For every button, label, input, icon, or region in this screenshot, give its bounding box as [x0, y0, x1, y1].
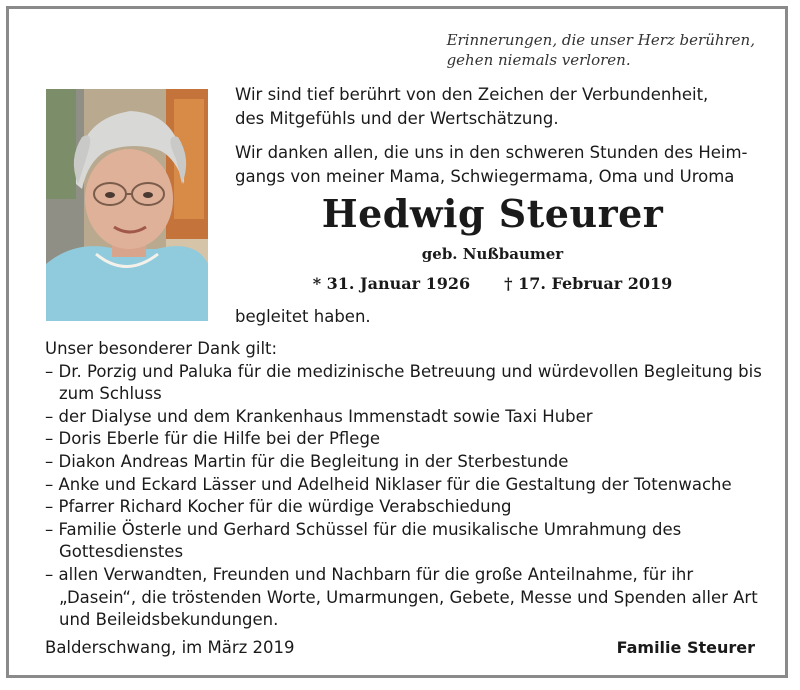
intro-line-4: gangs von meiner Mama, Schwiegermama, Oma und Uroma — [235, 167, 735, 186]
life-dates — [235, 273, 750, 295]
portrait-photo — [46, 89, 208, 321]
motto-line-1: Erinnerungen, die unser Herz berühren, — [446, 31, 755, 49]
thanks-heading: Unser besonderer Dank gilt: — [45, 339, 278, 358]
thanks-item: – Dr. Porzig und Paluka für die medizinische Betreuung und würdevollen Begleitung bis zum Schluss — [45, 361, 762, 404]
death-date: † 17. Februar 2019 — [504, 274, 673, 293]
escort-text: begleitet haben. — [235, 307, 371, 326]
thanks-item: – Familie Österle und Gerhard Schüssel für die musikalische Umrahmung des Gottesdienstes — [45, 519, 682, 562]
intro-paragraph-1 — [235, 83, 765, 131]
intro-line-3: Wir danken allen, die uns in den schweren Stunden des Heim- — [235, 143, 748, 162]
signature: Familie Steurer — [616, 638, 755, 657]
motto-line-2: gehen niemals verloren. — [446, 51, 631, 69]
thanks-item: – Doris Eberle für die Hilfe bei der Pflege — [45, 429, 381, 449]
motto — [447, 30, 755, 70]
place-date: Balderschwang, im März 2019 — [45, 638, 295, 657]
intro-line-1: Wir sind tief berührt von den Zeichen der Verbundenheit, — [235, 85, 709, 104]
thanks-item: – der Dialyse und dem Krankenhaus Immenstadt sowie Taxi Huber — [45, 406, 593, 426]
intro-paragraph-2 — [235, 141, 765, 189]
thanks-item: – Pfarrer Richard Kocher für die würdige Verabschiedung — [45, 497, 512, 517]
thanks-item: – Anke und Eckard Lässer und Adelheid Niklaser für die Gestaltung der Totenwache — [45, 474, 732, 494]
intro-text — [235, 83, 765, 199]
thanks-item: – Diakon Andreas Martin für die Begleitung in der Sterbestunde — [45, 451, 569, 471]
maiden-name: geb. Nußbaumer — [421, 245, 564, 263]
thanks-section — [45, 338, 770, 632]
thanks-list — [45, 361, 770, 632]
thanks-item: – allen Verwandten, Freunden und Nachbarn für die große Anteilnahme, für ihr „Dasein“, die tröstenden Worte, Umarmungen, Gebete, Messe und Spenden aller Art und Beileidsbekundungen. — [45, 564, 758, 630]
deceased-name: Hedwig Steurer — [321, 191, 664, 236]
birth-date: * 31. Januar 1926 — [312, 274, 471, 293]
intro-line-2: des Mitgefühls und der Wertschätzung. — [235, 109, 559, 128]
